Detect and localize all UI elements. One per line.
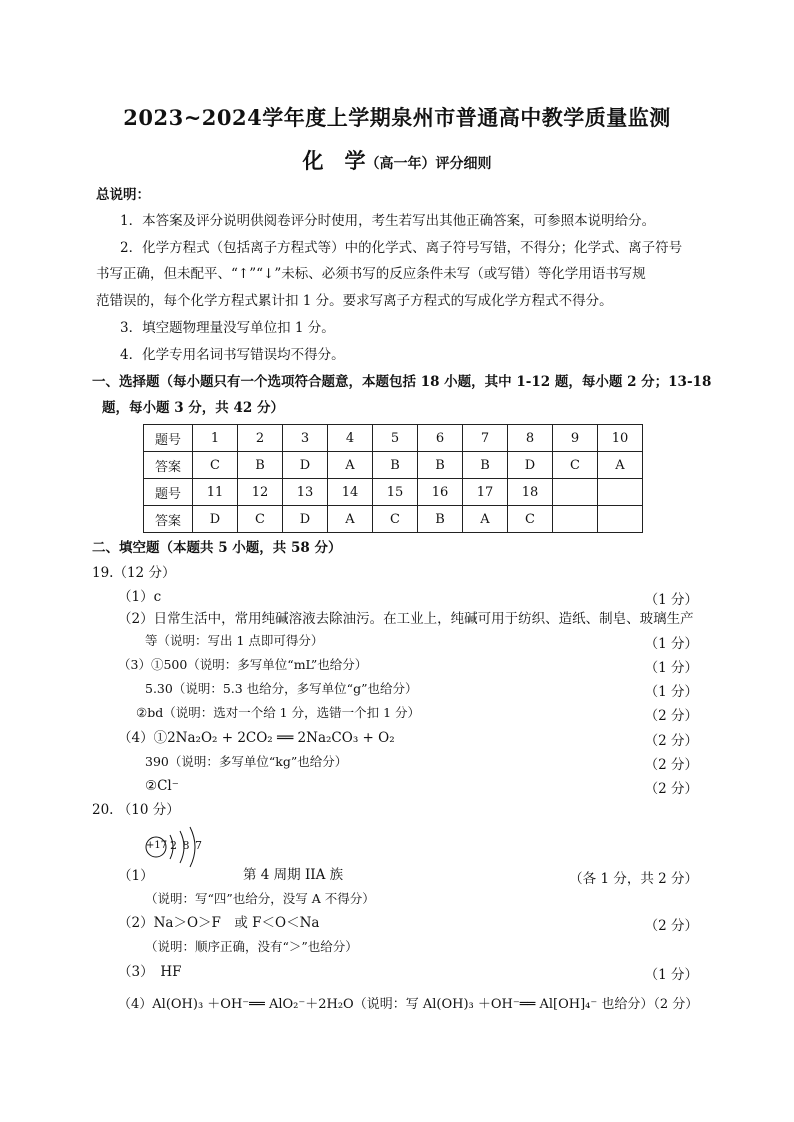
table-cell: 4 xyxy=(328,425,373,452)
general-heading: 总说明： xyxy=(96,187,150,203)
table-cell: 9 xyxy=(553,425,598,452)
table-cell: C xyxy=(553,452,598,479)
q19-score-3c: （2 分） xyxy=(644,708,698,724)
table-cell xyxy=(598,506,643,533)
table-row xyxy=(144,506,643,533)
q19-score-1: （1 分） xyxy=(644,592,698,608)
table-cell: 7 xyxy=(463,425,508,452)
table-cell: 3 xyxy=(283,425,328,452)
q19-score-3b: （1 分） xyxy=(644,684,698,700)
table-cell: 14 xyxy=(328,479,373,506)
q19-score-3a: （1 分） xyxy=(644,660,698,676)
page-title: 2023~2024学年度上学期泉州市普通高中教学质量监测 xyxy=(123,105,671,130)
table-cell: B xyxy=(373,452,418,479)
table-cell: 2 xyxy=(238,425,283,452)
table-cell: B xyxy=(418,452,463,479)
table-cell: B xyxy=(418,506,463,533)
general-item-4: 4．化学专用名词书写错误均不得分。 xyxy=(120,347,345,363)
q20-answer-2: （2）Na＞O＞F 或 F＜O＜Na xyxy=(118,915,320,931)
table-cell: 12 xyxy=(238,479,283,506)
section1-heading: 一、选择题（每小题只有一个选项符合题意，本题包括 18 小题，其中 1-12 题，每小题 2 分；13-18 xyxy=(92,374,712,390)
atom-nucleus-label: +17 xyxy=(146,840,168,851)
general-item-2-cont2: 范错误的，每个化学方程式累计扣 1 分。要求写离子方程式的写成化学方程式不得分。 xyxy=(96,293,613,309)
table-cell: D xyxy=(193,506,238,533)
table-cell: C xyxy=(238,506,283,533)
q20-answer-1: （1） xyxy=(118,868,154,884)
answer-table xyxy=(143,424,643,533)
q19-answer-1: （1）c xyxy=(118,589,162,605)
grade-label: （高一年） xyxy=(365,156,436,172)
table-row xyxy=(144,425,643,452)
q20-answer-1-period: 第 4 周期 IIA 族 xyxy=(243,867,344,883)
table-row xyxy=(144,452,643,479)
table-cell: A xyxy=(598,452,643,479)
subject-label: 化 学 xyxy=(302,148,366,173)
table-cell: 10 xyxy=(598,425,643,452)
table-cell: C xyxy=(193,452,238,479)
page-subtitle xyxy=(0,145,794,175)
general-item-1: 1．本答案及评分说明供阅卷评分时使用，考生若写出其他正确答案，可参照本说明给分。 xyxy=(120,213,656,229)
table-cell: 11 xyxy=(193,479,238,506)
table-cell: 17 xyxy=(463,479,508,506)
table-cell: 16 xyxy=(418,479,463,506)
q20-score-3: （1 分） xyxy=(644,967,698,983)
table-cell: A xyxy=(463,506,508,533)
q20-note-2: （说明：顺序正确，没有“＞”也给分） xyxy=(145,939,358,954)
q20-answer-4: （4）Al(OH)₃ ＋OH⁻══ AlO₂⁻＋2H₂O（说明：写 Al(OH)₃ ＋OH⁻══ Al[OH]₄⁻ 也给分）（2 分） xyxy=(118,997,699,1012)
q20-score-1: （各 1 分，共 2 分） xyxy=(569,871,698,887)
table-cell: B xyxy=(463,452,508,479)
q19-answer-2-cont: 等（说明：写出 1 点即可得分） xyxy=(145,633,324,648)
table-header-cell: 答案 xyxy=(144,452,193,479)
q19-score-4b: （2 分） xyxy=(644,757,698,773)
q19-answer-3c: ②bd（说明：选对一个给 1 分，选错一个扣 1 分） xyxy=(136,705,421,720)
q20-title: 20. （10 分） xyxy=(92,802,180,818)
table-cell: C xyxy=(508,506,553,533)
table-cell: B xyxy=(238,452,283,479)
q19-score-4a: （2 分） xyxy=(644,733,698,749)
section2-heading: 二、填空题（本题共 5 小题，共 58 分） xyxy=(92,540,342,556)
q19-answer-4b: 390（说明：多写单位“kg”也给分） xyxy=(145,754,348,769)
q20-score-2: （2 分） xyxy=(644,918,698,934)
q19-score-2: （1 分） xyxy=(644,636,698,652)
table-header-cell: 答案 xyxy=(144,506,193,533)
q19-title: 19.（12 分） xyxy=(92,565,176,581)
chlorine-atom-structure-diagram xyxy=(143,822,213,872)
q19-answer-3b: 5.30（说明：5.3 也给分，多写单位“g”也给分） xyxy=(145,681,418,696)
table-row xyxy=(144,479,643,506)
q19-score-4c: （2 分） xyxy=(644,781,698,797)
q20-note-1: （说明：写“四”也给分，没写 A 不得分） xyxy=(145,891,375,906)
table-cell: A xyxy=(328,452,373,479)
atom-shell-electrons: 2 8 7 xyxy=(170,839,203,852)
table-cell: C xyxy=(373,506,418,533)
table-cell: 5 xyxy=(373,425,418,452)
q19-answer-3a: （3）①500（说明：多写单位“mL”也给分） xyxy=(118,657,368,672)
q20-answer-3: （3） HF xyxy=(118,964,182,980)
table-cell: A xyxy=(328,506,373,533)
table-cell: D xyxy=(283,506,328,533)
table-cell: 8 xyxy=(508,425,553,452)
q19-answer-4a: （4）①2Na₂O₂ + 2CO₂ ══ 2Na₂CO₃ + O₂ xyxy=(118,730,395,746)
table-cell xyxy=(553,506,598,533)
table-header-cell: 题号 xyxy=(144,479,193,506)
q19-answer-4c: ②Cl⁻ xyxy=(145,778,179,794)
general-item-2: 2．化学方程式（包括离子方程式等）中的化学式、离子符号写错，不得分；化学式、离子符号 xyxy=(120,240,683,256)
table-cell xyxy=(553,479,598,506)
table-cell: 13 xyxy=(283,479,328,506)
table-header-cell: 题号 xyxy=(144,425,193,452)
table-cell: D xyxy=(283,452,328,479)
table-cell: 18 xyxy=(508,479,553,506)
rubric-label: 评分细则 xyxy=(435,156,492,172)
general-item-2-cont: 书写正确，但未配平、“↑”“↓”未标、必须书写的反应条件未写（或写错）等化学用语书写规 xyxy=(96,266,646,282)
table-cell: 1 xyxy=(193,425,238,452)
table-cell: D xyxy=(508,452,553,479)
table-cell xyxy=(598,479,643,506)
q19-answer-2: （2）日常生活中，常用纯碱溶液去除油污。在工业上，纯碱可用于纺织、造纸、制皂、玻璃生产 xyxy=(118,611,694,627)
table-cell: 15 xyxy=(373,479,418,506)
section1-heading-cont: 题，每小题 3 分，共 42 分） xyxy=(102,400,284,416)
general-item-3: 3．填空题物理量没写单位扣 1 分。 xyxy=(120,320,335,336)
table-cell: 6 xyxy=(418,425,463,452)
